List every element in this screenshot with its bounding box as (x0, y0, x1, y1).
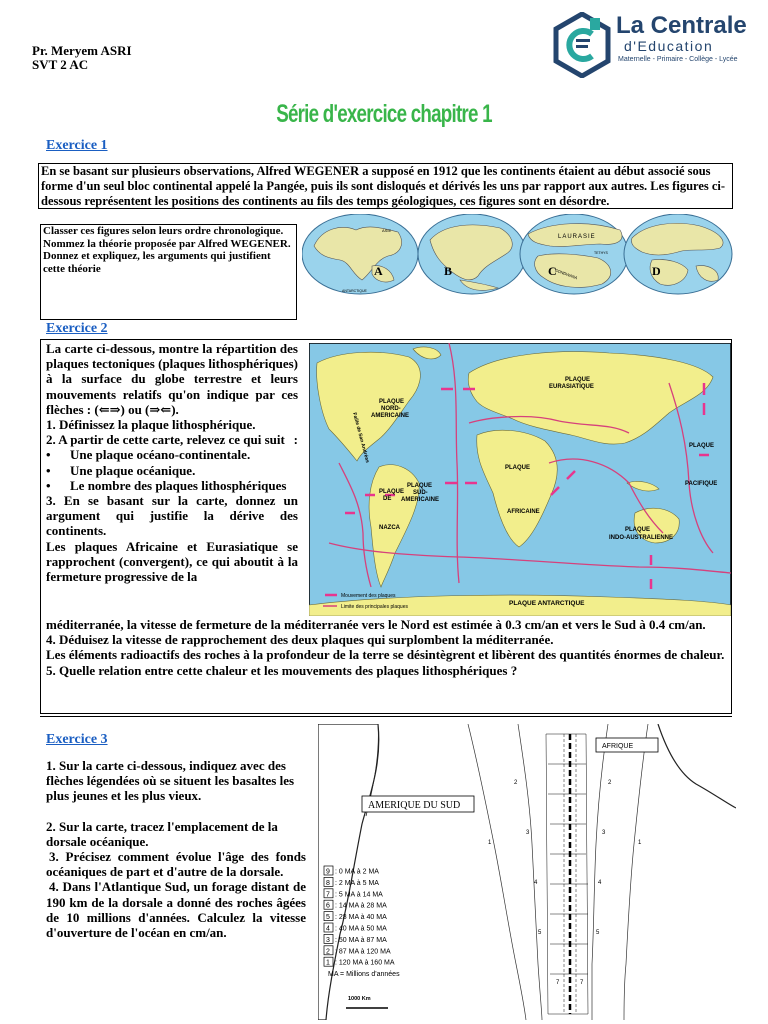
exercise-3-text (46, 758, 306, 940)
legend-text: : 87 MA à 120 MA (335, 948, 391, 956)
legend-text: : 5 MA à 14 MA (335, 891, 383, 899)
bullet-text: Le nombre des plaques lithosphériques (70, 477, 287, 493)
bullet-icon: • (46, 447, 51, 463)
legend-text: : 40 MA à 50 MA (335, 925, 387, 933)
label-nord-americaine-1: PLAQUE (379, 399, 405, 405)
label-nazca-3: NAZCA (379, 525, 400, 531)
svg-text:5: 5 (538, 930, 542, 936)
legend-text: : 28 MA à 40 MA (335, 914, 387, 922)
logo-title: La Centrale (616, 12, 747, 39)
section-divider (40, 716, 732, 717)
figure-c (520, 214, 628, 294)
label-nord-americaine-2: NORD- (381, 406, 401, 412)
bullet-text: Une plaque océanique. (70, 462, 196, 478)
map-afrique-label: AFRIQUE (602, 743, 634, 750)
legend-arrow-label: Mouvement des plaques (341, 593, 396, 599)
exercise-2-q1: 1. Définissez la plaque lithosphérique. (46, 417, 256, 433)
label-sud-americaine-2: SUD- (413, 490, 428, 496)
legend-number: 7 (326, 891, 330, 899)
label-pacifique-1: PLAQUE (689, 443, 715, 449)
legend-text: : 0 MA à 2 MA (335, 868, 379, 876)
label-sud-americaine-1: PLAQUE (407, 483, 433, 489)
continental-drift-figures (302, 214, 734, 296)
figure-a (302, 214, 418, 294)
svg-text:1: 1 (488, 840, 492, 846)
author-name: Pr. Meryem ASRI (32, 43, 132, 58)
label-indo-1: PLAQUE (625, 527, 651, 533)
exercise-3-title: Exercice 3 (46, 732, 108, 747)
bullet-item (46, 447, 298, 462)
label-nazca-1: PLAQUE (379, 489, 405, 495)
legend-number: 6 (326, 902, 330, 910)
author-block (32, 44, 132, 72)
exercise-2-q2-colon: : (293, 432, 298, 448)
spacer (46, 804, 306, 819)
svg-text:3: 3 (602, 830, 606, 836)
label-eurasiatique-2: EURASIATIQUE (549, 384, 594, 390)
exercise-1-intro: En se basant sur plusieurs observations, Alfred WEGENER a supposé en 1912 que les continents étaient au début associé sous forme d'un seul bloc continental appelé la Pangée, puis ils sont disloqués et dérivés les uns par rapport aux autres. Les figures ci-dessous représentent les positions des continents au fils des temps géologiques, ces figures sont en désordre. (38, 163, 733, 209)
exercise-2-q2 (46, 432, 298, 447)
figure-label-d: D (652, 264, 661, 278)
exercise-1-questions (40, 224, 297, 320)
exercise-2-q5: 5. Quelle relation entre cette chaleur et les mouvements des plaques lithosphériques ? (46, 662, 518, 678)
label-pacifique-2: PACIFIQUE (685, 481, 718, 487)
exercise-2-q3: 3. En se basant sur la carte, donnez un argument qui justifie la dérive des continents. (46, 493, 298, 539)
legend-number: 1 (326, 959, 330, 967)
exercise-2-q2-text: 2. A partir de cette carte, relevez ce qui suit (46, 432, 285, 448)
label-sud-americaine-3: AMERICAINE (401, 497, 440, 503)
figure-label-a: A (374, 264, 383, 278)
legend-number: 8 (326, 879, 330, 887)
bullet-item (46, 463, 298, 478)
legend-text: : 14 MA à 28 MA (335, 902, 387, 910)
exercise-3-q4: 4. Dans l'Atlantique Sud, un forage distant de 190 km de la dorsale a donné des roches âgées de 10 millions d'années. Calculez la vitesse d'ouverture de l'océan en cm/an. (46, 879, 306, 941)
legend-text: : 120 MA à 160 MA (335, 959, 395, 967)
label-africaine-2: AFRICAINE (507, 509, 540, 515)
bullet-item (46, 478, 298, 493)
legend-text: : 50 MA à 87 MA (335, 936, 387, 944)
exercise-2-p3: Les éléments radioactifs des roches à la profondeur de la terre se désintègrent et libèrent des quantités énormes de chaleur. (46, 647, 725, 663)
figure-c-gondwana-label: GONDWANA (554, 267, 579, 281)
figure-d (624, 214, 732, 294)
exercise-1-q1: Classer ces figures selon leurs ordre chronologique. (43, 225, 284, 237)
scale-label: 1000 Km (348, 996, 371, 1002)
legend-number: 3 (326, 936, 330, 944)
page-title: Série d'exercice chapitre 1 (276, 100, 492, 128)
exercise-2-text (46, 341, 298, 584)
figure-a-antarctique-label: ANTARCTIQUE (342, 289, 367, 293)
legend-number: 5 (326, 914, 330, 922)
exercise-2-full-text (46, 617, 728, 678)
logo-subtitle: d'Education (624, 38, 714, 54)
exercise-3-q1: 1. Sur la carte ci-dessous, indiquez avec des flèches légendées où se situent les basaltes les plus jeunes et les plus vieux. (46, 758, 295, 804)
legend-text: : 2 MA à 5 MA (335, 879, 379, 887)
tectonic-plates-map (309, 343, 731, 616)
logo (552, 12, 757, 78)
legend-note: MA = Millions d'années (328, 971, 400, 978)
map-title: AMERIQUE DU SUD (368, 800, 461, 811)
svg-text:5: 5 (596, 930, 600, 936)
label-nord-americaine-3: AMERICAINE (371, 413, 410, 419)
svg-text:3: 3 (526, 830, 530, 836)
exercise-1-q3: Donnez et expliquez, les arguments qui justifient cette théorie (43, 250, 271, 275)
svg-text:4: 4 (534, 880, 538, 886)
exercise-1-q2: Nommez la théorie proposée par Alfred WEGENER. (43, 237, 291, 250)
exercise-2-intro-text: La carte ci-dessous, montre la répartition des plaques tectoniques (plaques lithosphériques) à la surface du globe terrestre et leurs mouvements relatifs qu'on indique par ces flèches : ( (46, 341, 298, 417)
bullet-icon: • (46, 462, 51, 478)
exercise-2-title: Exercice 2 (46, 321, 108, 336)
exercise-1-title: Exercice 1 (46, 138, 108, 153)
logo-tagline: Maternelle - Primaire - Collège - Lycée (618, 56, 738, 63)
exercise-2-p2-cont: méditerranée, la vitesse de fermeture de la méditerranée vers le Nord est estimée à 0.3 cm/an et vers le Sud à 0.4 cm/an. (46, 617, 706, 632)
label-indo-2: INDO-AUSTRALIENNE (609, 535, 673, 541)
figure-label-c: C (548, 264, 557, 278)
legend-number: 9 (326, 868, 330, 876)
label-antarctique: PLAQUE ANTARCTIQUE (509, 600, 585, 607)
svg-text:4: 4 (598, 880, 602, 886)
legend-number: 4 (326, 925, 330, 933)
exercise-2-q4: 4. Déduisez la vitesse de rapprochement des deux plaques qui surplombent la méditerranée. (46, 632, 554, 648)
label-eurasiatique-1: PLAQUE (565, 377, 591, 383)
south-atlantic-map (318, 724, 736, 1020)
exercise-2-intro-mid: ) ou ( (120, 401, 150, 417)
exercise-2-p2: Les plaques Africaine et Eurasiatique se rapprochent (convergent), ce qui aboutit à la fermeture progressive de la (46, 538, 298, 585)
arrow-diverge-icon: ⇐⇒ (98, 401, 121, 417)
exercise-2-intro (46, 341, 298, 417)
figure-c-tethys-label: TETHYS (594, 251, 608, 255)
exercise-2-intro-end: ). (171, 401, 179, 417)
legend-number: 2 (326, 948, 330, 956)
svg-text:7: 7 (556, 980, 560, 986)
label-africaine-1: PLAQUE (505, 465, 531, 471)
exercise-3-q3: 3. Précisez comment évolue l'âge des fonds océaniques de part et d'autre de la dorsale. (46, 849, 306, 880)
class-name: SVT 2 AC (32, 57, 89, 72)
figure-b (418, 214, 526, 294)
figure-a-asie-label: ASIE (382, 228, 392, 233)
figure-label-b: B (444, 264, 453, 278)
svg-text:2: 2 (608, 780, 612, 786)
arrow-converge-icon: ⇒⇐ (149, 401, 172, 417)
logo-emblem-icon (552, 12, 612, 78)
bullet-text: Une plaque océano-continentale. (70, 447, 251, 463)
svg-text:1: 1 (638, 840, 642, 846)
svg-text:2: 2 (514, 780, 518, 786)
label-nazca-2: DE (383, 496, 392, 502)
svg-text:7: 7 (580, 980, 584, 986)
bullet-icon: • (46, 477, 51, 493)
legend-line-label: Limite des principales plaques (341, 604, 408, 610)
label-san-andreas: Faille de San Andréas (351, 411, 371, 464)
exercise-3-q2: 2. Sur la carte, tracez l'emplacement de la dorsale océanique. (46, 818, 278, 849)
figure-c-laurasie-label: LAURASIE (558, 234, 596, 240)
